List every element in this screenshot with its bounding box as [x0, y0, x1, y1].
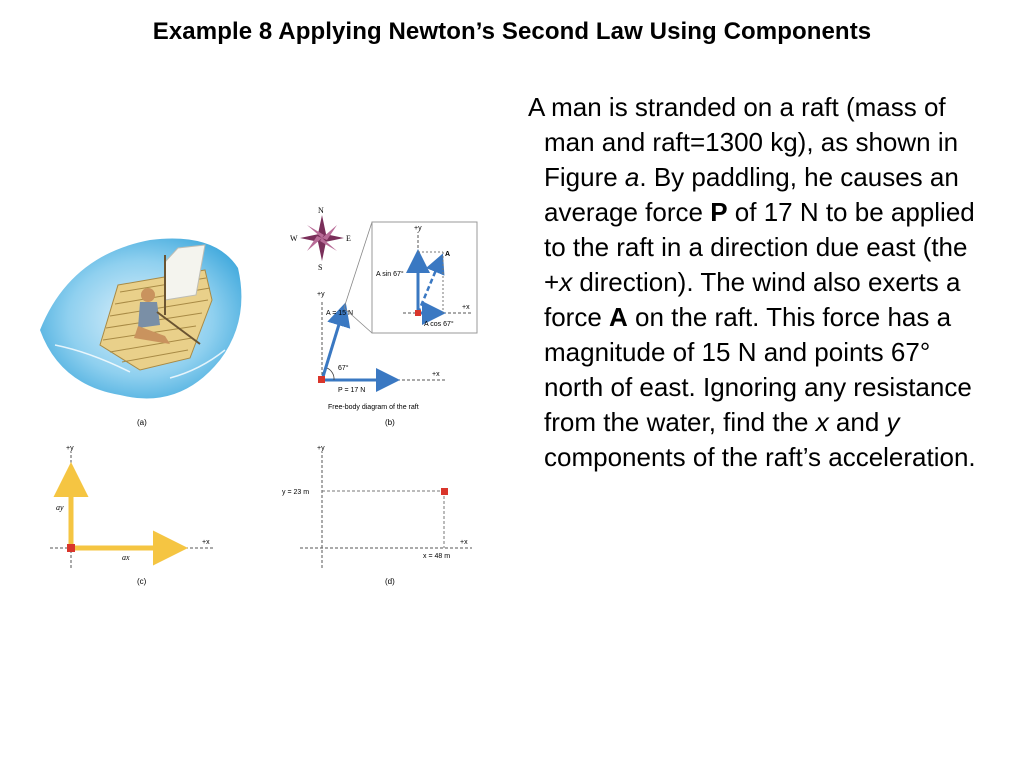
component-inset: [372, 222, 477, 333]
inset-plus-y: +y: [414, 225, 422, 232]
compass-east: E: [346, 234, 351, 243]
y-symbol: y: [886, 407, 900, 437]
a-sin-label: A sin 67°: [376, 271, 404, 278]
figure-ref: a: [624, 162, 640, 192]
plus-y-label: +y: [317, 291, 325, 298]
plus-x-label: +x: [432, 371, 440, 378]
plus-x-label: +x: [460, 539, 468, 546]
x-symbol: x: [815, 407, 829, 437]
force-p-symbol: P: [710, 197, 728, 227]
fbd-caption: Free-body diagram of the raft: [328, 404, 419, 411]
raft-point: [318, 376, 325, 383]
y-displacement-label: y = 23 m: [282, 489, 310, 496]
figure-d-label: (d): [385, 577, 395, 586]
ay-label: ay: [56, 503, 64, 512]
compass-north: N: [318, 206, 324, 215]
p-magnitude-label: P = 17 N: [338, 387, 366, 394]
x-symbol: x: [559, 267, 573, 297]
slide-title: Example 8 Applying Newton’s Second Law Using Components: [152, 18, 872, 45]
figure-a-label: (a): [137, 418, 147, 427]
text-segment: of 17 N to be applied to the raft in a direction due east (the +: [544, 197, 975, 297]
raft-illustration: [40, 239, 241, 427]
text-segment: A man is stranded on a raft (mass of man and raft=1300 kg), as shown in Figure: [528, 92, 959, 192]
plus-x-label: +x: [202, 539, 210, 546]
acceleration-diagram: [50, 445, 215, 586]
free-body-diagram: [317, 222, 477, 427]
text-segment: on the raft. This force has a magnitude of 15 N and points 67° north of east. Ignoring any resistance from the water, find the: [544, 302, 972, 437]
compass-south: S: [318, 263, 323, 272]
ax-label: ax: [122, 553, 130, 562]
inset-a-label: A: [445, 251, 451, 258]
plus-y-label: +y: [66, 445, 74, 452]
a-cos-label: A cos 67°: [424, 321, 454, 328]
compass-rose: [290, 206, 351, 272]
raft-position: [441, 488, 448, 495]
text-segment: and: [828, 407, 887, 437]
figure-b-label: (b): [385, 418, 395, 427]
force-a-symbol: A: [609, 302, 628, 332]
text-segment: components of the raft’s acceleration.: [544, 442, 976, 472]
compass-west: W: [290, 234, 298, 243]
plus-y-label: +y: [317, 445, 325, 452]
text-segment: . By paddling, he causes an average force: [544, 162, 959, 227]
inset-plus-x: +x: [462, 304, 470, 311]
a-magnitude-label: A = 15 N: [326, 310, 354, 317]
angle-label: 67°: [338, 365, 349, 372]
figure-c-label: (c): [137, 577, 147, 586]
x-displacement-label: x = 48 m: [423, 553, 451, 560]
displacement-diagram: [282, 445, 472, 586]
text-segment: direction). The wind also exerts a force: [544, 267, 961, 332]
